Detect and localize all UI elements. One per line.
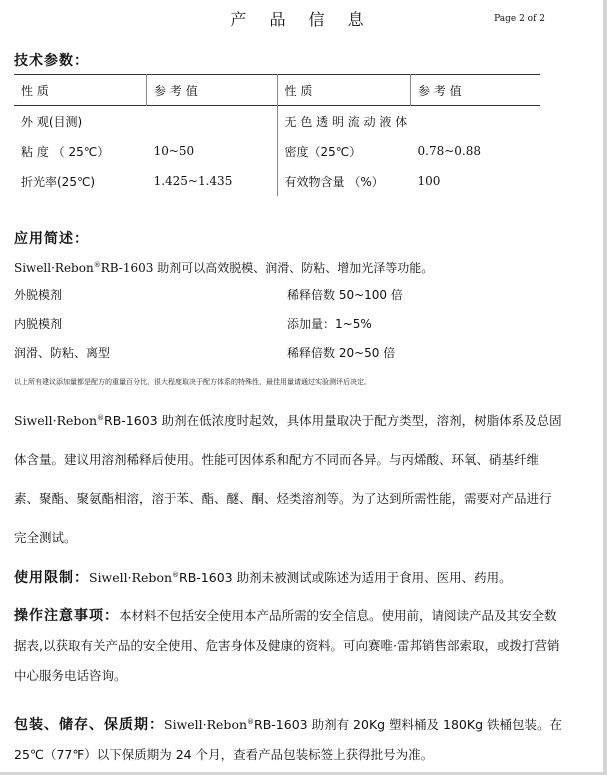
brand-name: Siwell·Rebon bbox=[89, 570, 173, 586]
tech-params-heading: 技术参数： bbox=[14, 53, 89, 69]
handling-text: 本材料不包括安全使用本产品所需的安全信息。使用前，请阅读产品及其安全数据表,以获取有关产品的安全使用、危害身体及健康的资料。可向赛唯·雷邦销售部索取，或拨打营销中心服务电话咨询。 bbox=[14, 608, 560, 683]
packaging-label: 包装、储存、保质期： bbox=[14, 717, 164, 734]
table-cell: 密度（25℃） bbox=[277, 136, 410, 166]
table-row bbox=[14, 106, 540, 137]
registered-mark: ® bbox=[247, 718, 255, 726]
application-heading: 应用简述： bbox=[14, 231, 89, 247]
table-cell: 10~50 bbox=[153, 144, 195, 158]
table-cell: 粘 度 （ 25℃） bbox=[21, 144, 110, 159]
column-header: 参 考 值 bbox=[147, 75, 277, 106]
registered-mark: ® bbox=[172, 571, 180, 579]
dosage-note: 以上所有建议添加量都是配方的重量百分比，很大程度取决于配方体系的特殊性，最佳用量请通过实验测评后决定。 bbox=[14, 378, 371, 386]
use-dosage: 稀释倍数 20~50 倍 bbox=[287, 346, 396, 360]
usage-limit-label: 使用限制： bbox=[14, 570, 89, 587]
column-header: 性 质 bbox=[277, 75, 410, 106]
handling-notes bbox=[14, 601, 562, 691]
packaging-info bbox=[14, 707, 562, 770]
table-row bbox=[14, 136, 540, 166]
page-title: 产 品 信 息 bbox=[230, 10, 373, 29]
brand-name: Siwell·Rebon bbox=[14, 261, 94, 275]
use-dosage: 稀释倍数 50~100 倍 bbox=[287, 288, 403, 302]
page-number: Page 2 of 2 bbox=[494, 14, 545, 24]
tech-params-table bbox=[14, 74, 540, 196]
table-header-row bbox=[14, 75, 540, 106]
table-cell: 1.425~1.435 bbox=[153, 174, 233, 188]
registered-mark: ® bbox=[97, 414, 105, 422]
usage-limit-text: RB-1603 助剂未被测试或陈述为适用于食用、医用、药用。 bbox=[179, 570, 512, 586]
table-cell: 100 bbox=[417, 174, 441, 188]
column-header: 性 质 bbox=[21, 83, 49, 98]
handling-label: 操作注意事项： bbox=[14, 608, 119, 624]
application-intro bbox=[14, 259, 433, 276]
use-name: 内脱模剂 bbox=[14, 317, 63, 331]
page-edge-right bbox=[603, 0, 607, 775]
table-cell: 折光率(25℃) bbox=[21, 174, 96, 189]
application-description bbox=[14, 399, 562, 557]
table-cell: 无 色 透 明 流 动 液 体 bbox=[277, 106, 540, 137]
table-cell bbox=[147, 106, 277, 137]
intro-text: RB-1603 助剂可以高效脱模、润滑、防粘、增加光泽等功能。 bbox=[100, 261, 434, 275]
use-name: 润滑、防粘、离型 bbox=[14, 346, 111, 360]
usage-limit bbox=[14, 556, 562, 598]
description-text: RB-1603 助剂在低浓度时起效，具体用量取决于配方类型，溶剂，树脂体系及总固体含量。建议用溶剂稀释后使用。性能可因体系和配方不同而各异。与丙烯酸、环氧、硝基纤维素、聚酯、聚氨酯相溶，溶于苯、酯、醚、酮、烃类溶剂等。为了达到所需性能，需要对产品进行完全测试。 bbox=[14, 413, 562, 546]
table-row bbox=[14, 166, 540, 196]
brand-name: Siwell·Rebon bbox=[164, 717, 248, 733]
column-header: 参 考 值 bbox=[411, 75, 541, 106]
table-cell: 外 观(目测) bbox=[21, 114, 83, 129]
brand-name: Siwell·Rebon bbox=[14, 413, 98, 429]
use-dosage: 添加量：1~5% bbox=[287, 317, 372, 331]
packaging-text: RB-1603 助剂有 20Kg 塑料桶及 180Kg 铁桶包装。在 25℃（77℉）以下保质期为 24 个月，查看产品包装标签上获得批号为准。 bbox=[14, 717, 562, 763]
table-cell: 0.78~0.88 bbox=[417, 144, 481, 158]
table-cell: 有效物含量 （%） bbox=[277, 166, 410, 196]
use-name: 外脱模剂 bbox=[14, 288, 63, 302]
registered-mark: ® bbox=[93, 261, 101, 269]
